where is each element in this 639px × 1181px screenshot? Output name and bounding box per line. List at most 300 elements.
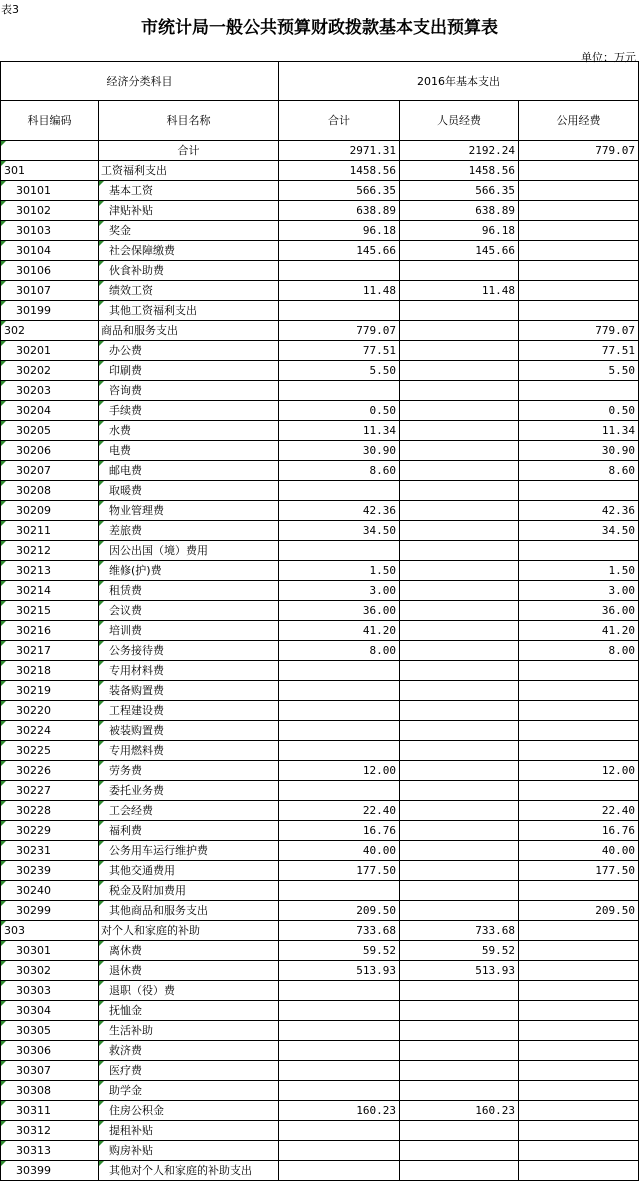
row-code	[0, 1101, 99, 1121]
row-public	[519, 181, 639, 201]
row-public	[519, 661, 639, 681]
row-code	[0, 861, 99, 881]
table-row	[0, 801, 639, 821]
row-public	[519, 561, 639, 581]
row-total	[279, 221, 400, 241]
row-public	[519, 1081, 639, 1101]
row-public	[519, 801, 639, 821]
row-code-text: 30311	[16, 1104, 51, 1117]
row-name	[99, 1021, 279, 1041]
row-name-text: 维修(护)费	[109, 564, 162, 577]
row-name	[99, 721, 279, 741]
cell-marker	[1, 141, 6, 146]
row-name	[99, 581, 279, 601]
row-public	[519, 981, 639, 1001]
row-public	[519, 681, 639, 701]
row-code	[0, 301, 99, 321]
row-total-text: 1458.56	[349, 164, 396, 177]
row-personnel	[400, 581, 519, 601]
cell-marker	[1, 561, 6, 566]
row-total-text: 8.60	[369, 464, 396, 477]
row-name-text: 咨询费	[109, 384, 142, 397]
row-total	[279, 781, 400, 801]
row-public-text: 77.51	[601, 344, 635, 357]
row-code	[0, 761, 99, 781]
row-total-text: 96.18	[362, 224, 396, 237]
row-total	[279, 621, 400, 641]
cell-marker	[1, 401, 6, 406]
row-public-text: 1.50	[608, 564, 635, 577]
cell-marker	[1, 961, 6, 966]
cell-marker	[99, 881, 104, 886]
cell-marker	[1, 1141, 6, 1146]
total-row	[0, 141, 639, 161]
row-total	[279, 301, 400, 321]
row-name	[99, 161, 279, 181]
cell-marker	[99, 361, 104, 366]
row-total	[279, 581, 400, 601]
row-code	[0, 241, 99, 261]
row-total	[279, 801, 400, 821]
table-row	[0, 961, 639, 981]
row-total-text: 16.76	[362, 824, 396, 837]
row-personnel	[400, 661, 519, 681]
row-code	[0, 481, 99, 501]
cell-marker	[99, 941, 104, 946]
cell-marker	[1, 921, 6, 926]
cell-marker	[99, 501, 104, 506]
row-code	[0, 1081, 99, 1101]
table-row	[0, 1081, 639, 1101]
row-code	[0, 1021, 99, 1041]
row-total-text: 8.00	[369, 644, 396, 657]
cell-marker	[99, 601, 104, 606]
row-total	[279, 901, 400, 921]
row-public-text: 12.00	[601, 764, 635, 777]
row-personnel	[400, 1041, 519, 1061]
cell-marker	[99, 721, 104, 726]
table-row	[0, 1001, 639, 1021]
row-name	[99, 241, 279, 261]
cell-marker	[99, 1061, 104, 1066]
row-personnel	[400, 241, 519, 261]
row-name-text: 其他工资福利支出	[109, 304, 197, 317]
table-row	[0, 621, 639, 641]
row-personnel	[400, 181, 519, 201]
row-personnel	[400, 421, 519, 441]
table-row	[0, 761, 639, 781]
row-code	[0, 641, 99, 661]
cell-marker	[1, 461, 6, 466]
cell-marker	[1, 1041, 6, 1046]
row-name-text: 装备购置费	[109, 684, 164, 697]
row-name	[99, 661, 279, 681]
row-total-text: 1.50	[369, 564, 396, 577]
row-public	[519, 201, 639, 221]
row-name-text: 税金及附加费用	[109, 884, 186, 897]
cell-marker	[99, 401, 104, 406]
row-name-text: 对个人和家庭的补助	[101, 924, 200, 937]
row-name	[99, 981, 279, 1001]
table-label: 表3	[1, 3, 19, 16]
row-code	[0, 221, 99, 241]
cell-marker	[99, 1081, 104, 1086]
row-public-text: 42.36	[601, 504, 635, 517]
row-public	[519, 501, 639, 521]
unit-label: 单位：万元	[581, 51, 636, 64]
row-public	[519, 441, 639, 461]
row-public	[519, 301, 639, 321]
row-name-text: 会议费	[109, 604, 142, 617]
row-total	[279, 521, 400, 541]
header-public: 公用经费	[519, 101, 639, 141]
row-name-text: 手续费	[109, 404, 142, 417]
row-public	[519, 1101, 639, 1121]
row-name	[99, 601, 279, 621]
row-name	[99, 481, 279, 501]
cell-marker	[1, 1161, 6, 1166]
row-personnel	[400, 921, 519, 941]
row-total	[279, 681, 400, 701]
row-total	[279, 181, 400, 201]
row-total-text: 638.89	[356, 204, 396, 217]
row-name-text: 奖金	[109, 224, 131, 237]
row-personnel	[400, 521, 519, 541]
row-code	[0, 981, 99, 1001]
row-code-text: 30307	[16, 1064, 51, 1077]
row-name	[99, 321, 279, 341]
row-code-text: 30227	[16, 784, 51, 797]
row-personnel	[400, 1061, 519, 1081]
row-total	[279, 481, 400, 501]
row-name-text: 被装购置费	[109, 724, 164, 737]
row-personnel	[400, 1081, 519, 1101]
row-total	[279, 281, 400, 301]
row-public	[519, 1141, 639, 1161]
row-total-text: 11.48	[362, 284, 396, 297]
row-total	[279, 1081, 400, 1101]
cell-marker	[99, 701, 104, 706]
table-row	[0, 1141, 639, 1161]
table-row	[0, 181, 639, 201]
table-row	[0, 1161, 639, 1181]
table-row	[0, 861, 639, 881]
cell-marker	[1, 221, 6, 226]
row-name	[99, 881, 279, 901]
row-name	[99, 901, 279, 921]
row-total	[279, 1021, 400, 1041]
cell-marker	[99, 1141, 104, 1146]
table-row	[0, 421, 639, 441]
row-public	[519, 541, 639, 561]
row-personnel	[400, 901, 519, 921]
row-name-text: 绩效工资	[109, 284, 153, 297]
row-public	[519, 861, 639, 881]
row-code	[0, 501, 99, 521]
row-name-text: 公务接待费	[109, 644, 164, 657]
table-row	[0, 261, 639, 281]
row-code-text: 30299	[16, 904, 51, 917]
row-code-text: 30303	[16, 984, 51, 997]
row-code	[0, 581, 99, 601]
row-code	[0, 541, 99, 561]
row-public	[519, 521, 639, 541]
cell-marker	[1, 981, 6, 986]
row-total	[279, 1041, 400, 1061]
cell-marker	[1, 901, 6, 906]
row-name	[99, 741, 279, 761]
row-total-text: 42.36	[362, 504, 396, 517]
row-code-text: 30213	[16, 564, 51, 577]
row-name-text: 专用燃料费	[109, 744, 164, 757]
row-code	[0, 1061, 99, 1081]
row-personnel	[400, 781, 519, 801]
table-row	[0, 581, 639, 601]
cell-marker	[1, 741, 6, 746]
row-total	[279, 861, 400, 881]
cell-marker	[99, 261, 104, 266]
row-total-text: 145.66	[356, 244, 396, 257]
cell-marker	[1, 281, 6, 286]
row-public	[519, 421, 639, 441]
row-name-text: 商品和服务支出	[101, 324, 178, 337]
row-code	[0, 1001, 99, 1021]
table-row	[0, 981, 639, 1001]
cell-marker	[99, 621, 104, 626]
row-name	[99, 201, 279, 221]
row-total	[279, 361, 400, 381]
row-total	[279, 761, 400, 781]
row-total	[279, 661, 400, 681]
row-code	[0, 1141, 99, 1161]
row-code-text: 30217	[16, 644, 51, 657]
cell-marker	[1, 381, 6, 386]
row-personnel	[400, 701, 519, 721]
row-name-text: 办公费	[109, 344, 142, 357]
row-code	[0, 961, 99, 981]
row-total	[279, 321, 400, 341]
row-public-text: 8.00	[608, 644, 635, 657]
row-name-text: 购房补贴	[109, 1144, 153, 1157]
row-code-text: 30301	[16, 944, 51, 957]
row-public	[519, 941, 639, 961]
header-total: 合计	[279, 101, 400, 141]
row-code	[0, 401, 99, 421]
cell-marker	[99, 1121, 104, 1126]
row-public	[519, 701, 639, 721]
cell-marker	[1, 761, 6, 766]
table-row	[0, 741, 639, 761]
row-personnel	[400, 161, 519, 181]
cell-marker	[1, 1061, 6, 1066]
row-personnel-text: 1458.56	[468, 164, 515, 177]
row-code-text: 301	[4, 164, 25, 177]
row-code	[0, 361, 99, 381]
total-row-label: 合计	[99, 141, 279, 161]
row-code	[0, 421, 99, 441]
cell-marker	[1, 201, 6, 206]
row-name	[99, 921, 279, 941]
row-name-text: 差旅费	[109, 524, 142, 537]
cell-marker	[1, 501, 6, 506]
header-personnel: 人员经费	[400, 101, 519, 141]
row-code	[0, 661, 99, 681]
table-row	[0, 381, 639, 401]
row-name	[99, 461, 279, 481]
cell-marker	[1, 261, 6, 266]
row-personnel	[400, 261, 519, 281]
row-code-text: 30103	[16, 224, 51, 237]
row-personnel	[400, 1161, 519, 1181]
row-total-text: 3.00	[369, 584, 396, 597]
row-total	[279, 841, 400, 861]
row-name-text: 工程建设费	[109, 704, 164, 717]
table-row	[0, 841, 639, 861]
cell-marker	[1, 581, 6, 586]
row-personnel	[400, 1101, 519, 1121]
row-code-text: 30228	[16, 804, 51, 817]
row-name	[99, 521, 279, 541]
cell-marker	[99, 781, 104, 786]
row-public-text: 16.76	[601, 824, 635, 837]
cell-marker	[99, 561, 104, 566]
row-code	[0, 321, 99, 341]
row-code-text: 30205	[16, 424, 51, 437]
row-total	[279, 461, 400, 481]
total-row-public: 779.07	[519, 141, 639, 161]
row-total-text: 40.00	[362, 844, 396, 857]
row-code	[0, 841, 99, 861]
row-code	[0, 701, 99, 721]
cell-marker	[1, 681, 6, 686]
row-code-text: 30201	[16, 344, 51, 357]
cell-marker	[99, 1001, 104, 1006]
row-code-text: 30215	[16, 604, 51, 617]
row-total	[279, 501, 400, 521]
header-code: 科目编码	[0, 101, 99, 141]
row-public	[519, 1021, 639, 1041]
cell-marker	[1, 1081, 6, 1086]
row-public-text: 41.20	[601, 624, 635, 637]
row-code	[0, 621, 99, 641]
row-total	[279, 1101, 400, 1121]
row-total	[279, 421, 400, 441]
row-name	[99, 501, 279, 521]
row-personnel-text: 145.66	[475, 244, 515, 257]
row-personnel	[400, 681, 519, 701]
row-code-text: 30214	[16, 584, 51, 597]
row-name	[99, 261, 279, 281]
row-personnel	[400, 561, 519, 581]
row-code	[0, 741, 99, 761]
row-total	[279, 641, 400, 661]
row-name-text: 津贴补贴	[109, 204, 153, 217]
row-name	[99, 1061, 279, 1081]
cell-marker	[99, 741, 104, 746]
cell-marker	[99, 281, 104, 286]
row-name	[99, 1141, 279, 1161]
cell-marker	[1, 941, 6, 946]
table-row	[0, 161, 639, 181]
row-public	[519, 1001, 639, 1021]
row-name-text: 租赁费	[109, 584, 142, 597]
row-total	[279, 441, 400, 461]
row-public-text: 11.34	[601, 424, 635, 437]
row-name-text: 培训费	[109, 624, 142, 637]
row-name-text: 水费	[109, 424, 131, 437]
row-public	[519, 821, 639, 841]
row-name	[99, 961, 279, 981]
row-total	[279, 201, 400, 221]
cell-marker	[99, 821, 104, 826]
table-row	[0, 221, 639, 241]
row-public	[519, 761, 639, 781]
row-code	[0, 521, 99, 541]
row-code-text: 30102	[16, 204, 51, 217]
row-personnel	[400, 201, 519, 221]
row-name	[99, 301, 279, 321]
cell-marker	[1, 161, 6, 166]
row-personnel-text: 638.89	[475, 204, 515, 217]
row-code-text: 30312	[16, 1124, 51, 1137]
row-total	[279, 981, 400, 1001]
row-total-text: 22.40	[362, 804, 396, 817]
row-code-text: 30225	[16, 744, 51, 757]
cell-marker	[1, 721, 6, 726]
cell-marker	[1, 421, 6, 426]
cell-marker	[1, 1001, 6, 1006]
table-row	[0, 341, 639, 361]
row-total-text: 12.00	[362, 764, 396, 777]
row-code-text: 30106	[16, 264, 51, 277]
row-total-text: 733.68	[356, 924, 396, 937]
row-code-text: 30216	[16, 624, 51, 637]
row-personnel	[400, 601, 519, 621]
cell-marker	[99, 901, 104, 906]
row-name	[99, 561, 279, 581]
row-name-text: 其他对个人和家庭的补助支出	[109, 1164, 252, 1177]
row-total	[279, 701, 400, 721]
cell-marker	[99, 1161, 104, 1166]
row-public	[519, 481, 639, 501]
table-row	[0, 461, 639, 481]
row-code-text: 30399	[16, 1164, 51, 1177]
cell-marker	[1, 661, 6, 666]
row-personnel	[400, 221, 519, 241]
row-name	[99, 841, 279, 861]
row-public	[519, 781, 639, 801]
row-code-text: 30199	[16, 304, 51, 317]
table-row	[0, 321, 639, 341]
cell-marker	[99, 761, 104, 766]
row-personnel	[400, 741, 519, 761]
row-personnel	[400, 1021, 519, 1041]
row-code-text: 30202	[16, 364, 51, 377]
cell-marker	[99, 181, 104, 186]
row-total-text: 77.51	[362, 344, 396, 357]
table-row	[0, 941, 639, 961]
row-personnel	[400, 881, 519, 901]
row-code	[0, 821, 99, 841]
row-name	[99, 621, 279, 641]
row-name	[99, 381, 279, 401]
row-total-text: 30.90	[362, 444, 396, 457]
row-name	[99, 761, 279, 781]
row-code-text: 30209	[16, 504, 51, 517]
page-title: 市统计局一般公共预算财政拨款基本支出预算表	[141, 18, 498, 38]
row-total	[279, 821, 400, 841]
header-name: 科目名称	[99, 101, 279, 141]
